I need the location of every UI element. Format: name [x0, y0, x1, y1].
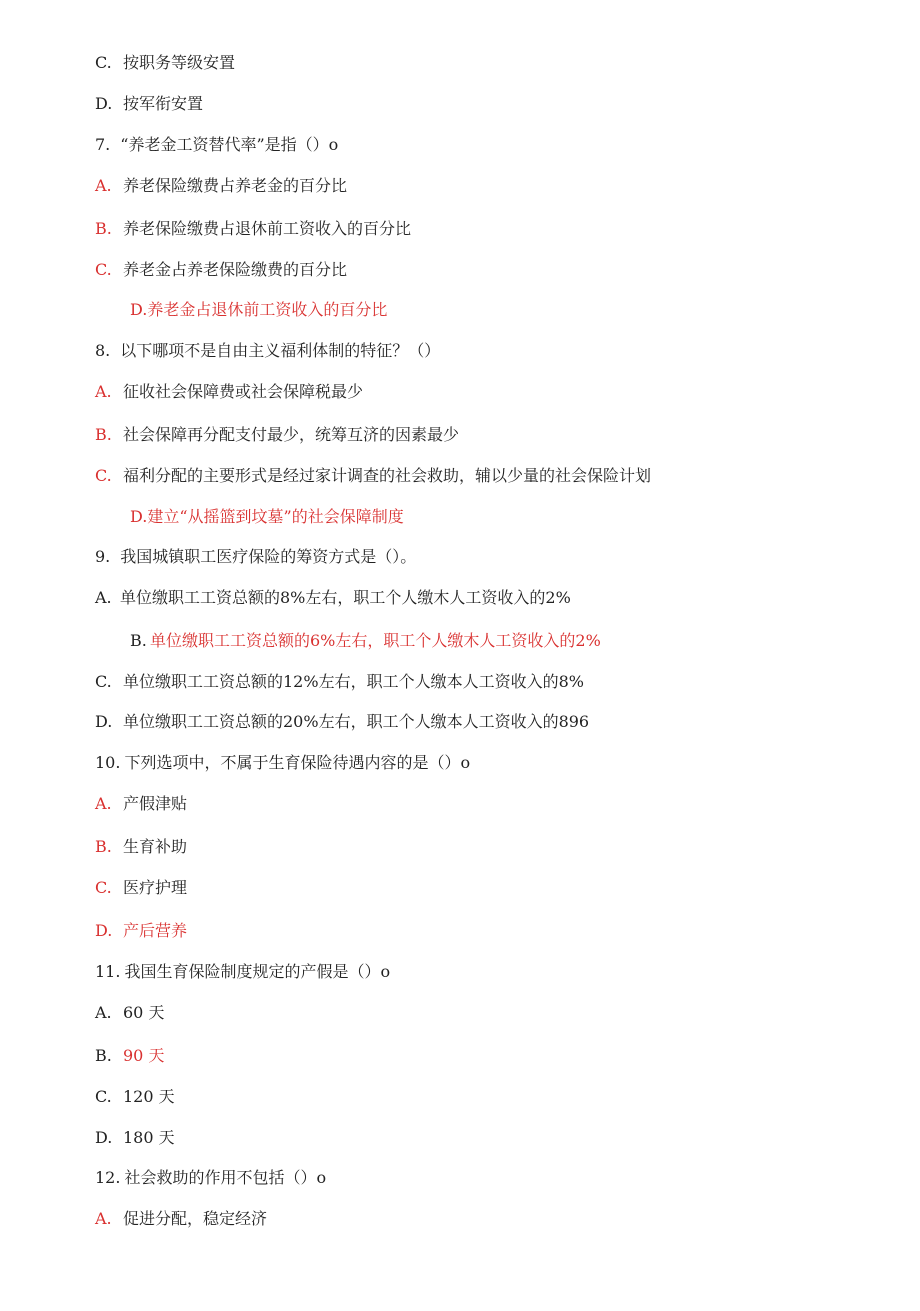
- option-text: 产后营养: [123, 921, 188, 940]
- option-c-q6: [95, 52, 235, 74]
- question-text: 社会救助的作用不包括（）o: [124, 1168, 327, 1187]
- option-a-q7: [95, 175, 347, 197]
- option-label: A.: [95, 588, 112, 607]
- question-12: [95, 1167, 326, 1189]
- option-c-q11: [95, 1086, 175, 1108]
- option-d-q6: [95, 93, 203, 115]
- option-text: 按军衔安置: [123, 94, 204, 113]
- question-text: 下列选项中，不属于生育保险待遇内容的是（）o: [124, 753, 471, 772]
- option-label: D.: [95, 1128, 113, 1147]
- option-label: A.: [95, 176, 112, 195]
- option-label: B.: [95, 219, 112, 238]
- option-a-q11: [95, 1002, 164, 1024]
- option-text: 征收社会保障费或社会保障税最少: [123, 382, 364, 401]
- question-number: 10.: [95, 753, 121, 772]
- option-text: 生育补助: [123, 837, 188, 856]
- question-7: [95, 134, 338, 156]
- option-label: D.: [95, 712, 113, 731]
- question-9: [95, 546, 416, 568]
- option-a-q10: [95, 793, 187, 815]
- question-text: 我国城镇职工医疗保险的筹资方式是（）。: [120, 547, 417, 566]
- option-d-q7-answer: [130, 299, 387, 321]
- option-text: 180 天: [123, 1128, 175, 1147]
- option-label: D.: [95, 94, 113, 113]
- option-text: 单位缴职工工资总额的12%左右，职工个人缴本人工资收入的8%: [123, 672, 584, 691]
- question-8: [95, 340, 440, 362]
- option-label: D.: [130, 507, 148, 526]
- option-text: 养老保险缴费占退休前工资收入的百分比: [123, 219, 412, 238]
- option-label: C.: [95, 53, 112, 72]
- option-d-q8-answer: [130, 506, 404, 528]
- option-d-q9: [95, 711, 589, 733]
- option-label: B.: [95, 1046, 112, 1065]
- question-text: 以下哪项不是自由主义福利体制的特征？（）: [120, 341, 441, 360]
- question-number: 9.: [95, 547, 111, 566]
- question-number: 11.: [95, 962, 121, 981]
- option-label: A.: [95, 1209, 112, 1228]
- option-label: C.: [95, 1087, 112, 1106]
- option-text: 单位缴职工工资总额的6%左右，职工个人缴木人工资收入的2%: [150, 631, 601, 650]
- option-label: D.: [95, 921, 113, 940]
- question-text: “养老金工资替代率”是指（）o: [120, 135, 339, 154]
- option-label: C.: [95, 466, 112, 485]
- option-text: 福利分配的主要形式是经过家计调查的社会救助，辅以少量的社会保险计划: [123, 466, 652, 485]
- option-text: 养老金占退休前工资收入的百分比: [147, 300, 388, 319]
- question-number: 8.: [95, 341, 111, 360]
- option-c-q9: [95, 671, 584, 693]
- option-text: 建立“从摇篮到坟墓”的社会保障制度: [147, 507, 404, 526]
- question-number: 7.: [95, 135, 111, 154]
- question-10: [95, 752, 470, 774]
- question-text: 我国生育保险制度规定的产假是（）o: [124, 962, 391, 981]
- option-text: 120 天: [123, 1087, 175, 1106]
- option-text: 产假津贴: [123, 794, 188, 813]
- option-label: D.: [130, 300, 148, 319]
- option-label: C.: [95, 260, 112, 279]
- option-label: A.: [95, 1003, 112, 1022]
- question-number: 12.: [95, 1168, 121, 1187]
- option-text: 90 天: [123, 1046, 165, 1065]
- option-b-q11-answer: [95, 1045, 164, 1067]
- option-c-q7: [95, 259, 347, 281]
- option-text: 单位缴职工工资总额的8%左右，职工个人缴木人工资收入的2%: [120, 588, 571, 607]
- option-text: 社会保障再分配支付最少，统筹互济的因素最少: [123, 425, 460, 444]
- option-label: B.: [130, 631, 147, 650]
- option-d-q10-answer: [95, 920, 187, 942]
- option-b-q8: [95, 424, 459, 446]
- option-b-q9-answer: [130, 630, 601, 652]
- option-label: C.: [95, 878, 112, 897]
- option-b-q7: [95, 218, 411, 240]
- option-label: C.: [95, 672, 112, 691]
- option-text: 单位缴职工工资总额的20%左右，职工个人缴本人工资收入的896: [123, 712, 590, 731]
- option-label: A.: [95, 382, 112, 401]
- option-label: B.: [95, 837, 112, 856]
- option-text: 按职务等级安置: [123, 53, 236, 72]
- option-text: 60 天: [123, 1003, 165, 1022]
- option-text: 养老金占养老保险缴费的百分比: [123, 260, 348, 279]
- question-11: [95, 961, 390, 983]
- option-text: 医疗护理: [123, 878, 188, 897]
- option-a-q12: [95, 1208, 267, 1230]
- option-label: B.: [95, 425, 112, 444]
- option-a-q9: [95, 587, 571, 609]
- option-b-q10: [95, 836, 187, 858]
- option-c-q10: [95, 877, 187, 899]
- option-a-q8: [95, 381, 363, 403]
- option-text: 养老保险缴费占养老金的百分比: [123, 176, 348, 195]
- option-text: 促进分配，稳定经济: [123, 1209, 268, 1228]
- option-d-q11: [95, 1127, 175, 1149]
- option-c-q8: [95, 465, 651, 487]
- option-label: A.: [95, 794, 112, 813]
